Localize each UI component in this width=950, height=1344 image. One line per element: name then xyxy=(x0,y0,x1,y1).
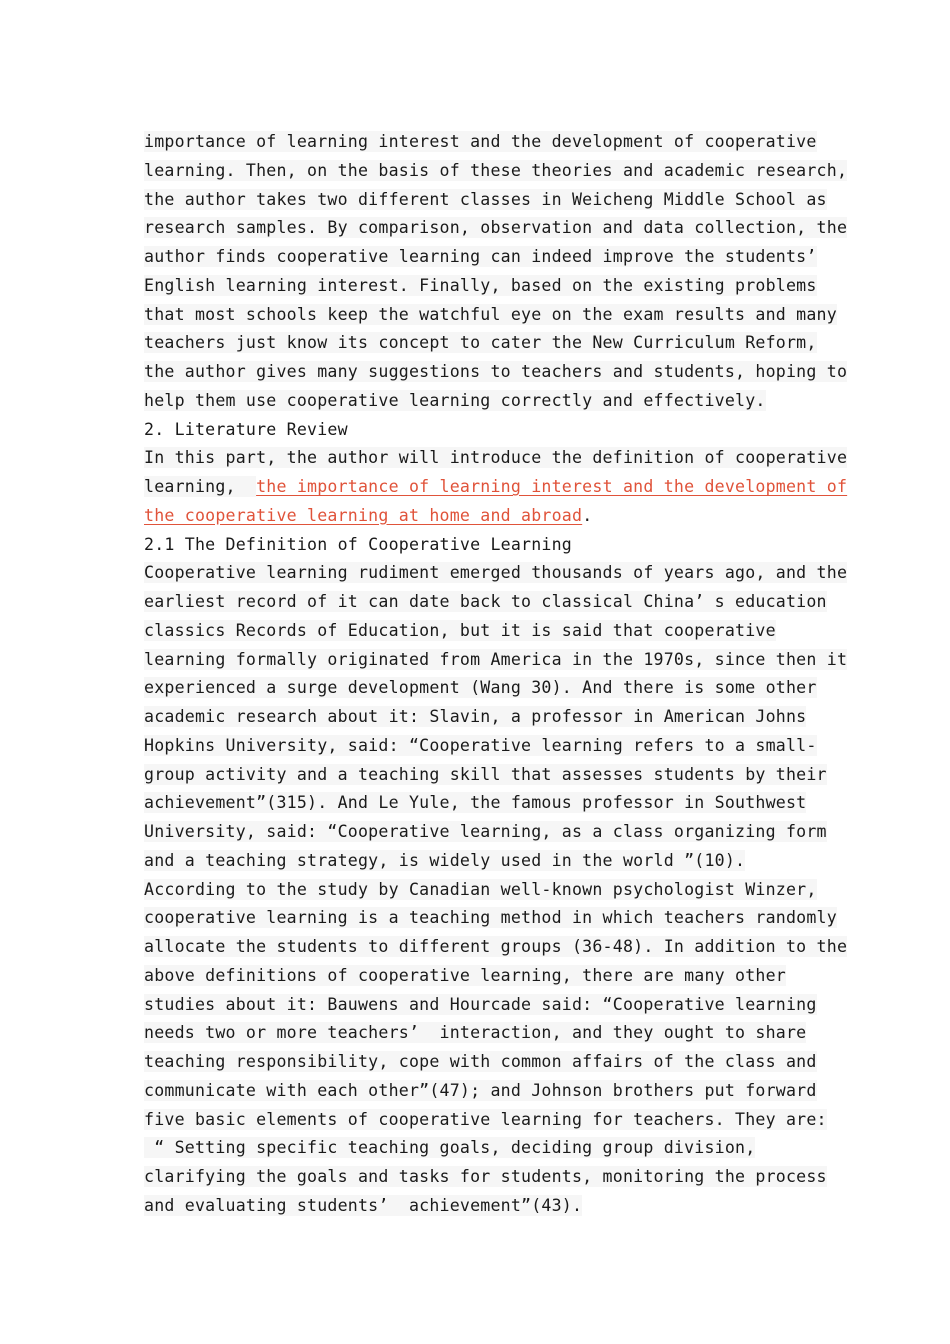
section-heading-literature-review: 2. Literature Review xyxy=(144,419,348,439)
definition-paragraph xyxy=(144,559,848,1220)
text-line: five basic elements of cooperative learning for teachers. They are: xyxy=(144,1109,827,1129)
text-line: the author takes two different classes in Weicheng Middle School as xyxy=(144,189,827,209)
text-line: importance of learning interest and the development of cooperative xyxy=(144,132,817,151)
text-line: the author gives many suggestions to teachers and students, hoping to xyxy=(144,362,848,381)
text-line: “ Setting specific teaching goals, deciding group division, xyxy=(144,1138,756,1158)
text-line: teaching responsibility, cope with common affairs of the class and xyxy=(144,1052,817,1071)
text-line: achievement”(315). And Le Yule, the famous professor in Southwest xyxy=(144,793,807,813)
text-line: allocate the students to different groups (36-48). In addition to the xyxy=(144,937,848,956)
text-line: learning. Then, on the basis of these theories and academic research, xyxy=(144,160,848,180)
section-heading-definition: 2.1 The Definition of Cooperative Learning xyxy=(144,534,572,554)
text-line: and evaluating students’ achievement”(43). xyxy=(144,1195,583,1215)
text-line: academic research about it: Slavin, a professor in American Johns xyxy=(144,707,807,726)
highlighted-text-link[interactable]: the importance of learning interest and the development of xyxy=(256,477,848,496)
text-line: that most schools keep the watchful eye on the exam results and many xyxy=(144,304,837,324)
text-line: teachers just know its concept to cater the New Curriculum Reform, xyxy=(144,333,817,353)
text-line: classics Records of Education, but it is said that cooperative xyxy=(144,620,776,640)
text-line: above definitions of cooperative learning, there are many other xyxy=(144,965,786,985)
text-line: According to the study by Canadian well-known psychologist Winzer, xyxy=(144,879,817,899)
text-line: learning formally originated from America in the 1970s, since then it xyxy=(144,649,848,669)
text-line: studies about it: Bauwens and Hourcade said: “Cooperative learning xyxy=(144,994,817,1014)
text-line: Hopkins University, said: “Cooperative learning refers to a small- xyxy=(144,735,817,755)
text-line: learning, the importance of learning interest and the development of xyxy=(144,477,848,496)
highlighted-text-link[interactable]: the cooperative learning at home and abroad xyxy=(144,505,583,525)
text-line: cooperative learning is a teaching method in which teachers randomly xyxy=(144,908,837,928)
intro-paragraph xyxy=(144,128,848,416)
text-line: communicate with each other”(47); and Johnson brothers put forward xyxy=(144,1080,817,1100)
text-line: the cooperative learning at home and abroad. xyxy=(144,505,593,525)
text-line: author finds cooperative learning can indeed improve the students’ xyxy=(144,247,817,266)
text-line: English learning interest. Finally, based on the existing problems xyxy=(144,275,817,295)
text-line: In this part, the author will introduce the definition of cooperative xyxy=(144,448,848,468)
text-line: Cooperative learning rudiment emerged thousands of years ago, and the xyxy=(144,563,848,583)
document-page xyxy=(144,128,848,1221)
text-line: needs two or more teachers’ interaction, and they ought to share xyxy=(144,1023,807,1043)
text-line: research samples. By comparison, observation and data collection, the xyxy=(144,218,848,238)
text-line: help them use cooperative learning correctly and effectively. xyxy=(144,390,766,410)
text-line: clarifying the goals and tasks for students, monitoring the process xyxy=(144,1167,827,1186)
text-line: and a teaching strategy, is widely used in the world ”(10). xyxy=(144,850,746,870)
text-line: experienced a surge development (Wang 30). And there is some other xyxy=(144,678,817,698)
text-line: University, said: “Cooperative learning, as a class organizing form xyxy=(144,822,827,841)
text-line: earliest record of it can date back to classical China’ s education xyxy=(144,592,827,611)
literature-review-paragraph xyxy=(144,444,848,530)
text-line: group activity and a teaching skill that assesses students by their xyxy=(144,764,827,784)
